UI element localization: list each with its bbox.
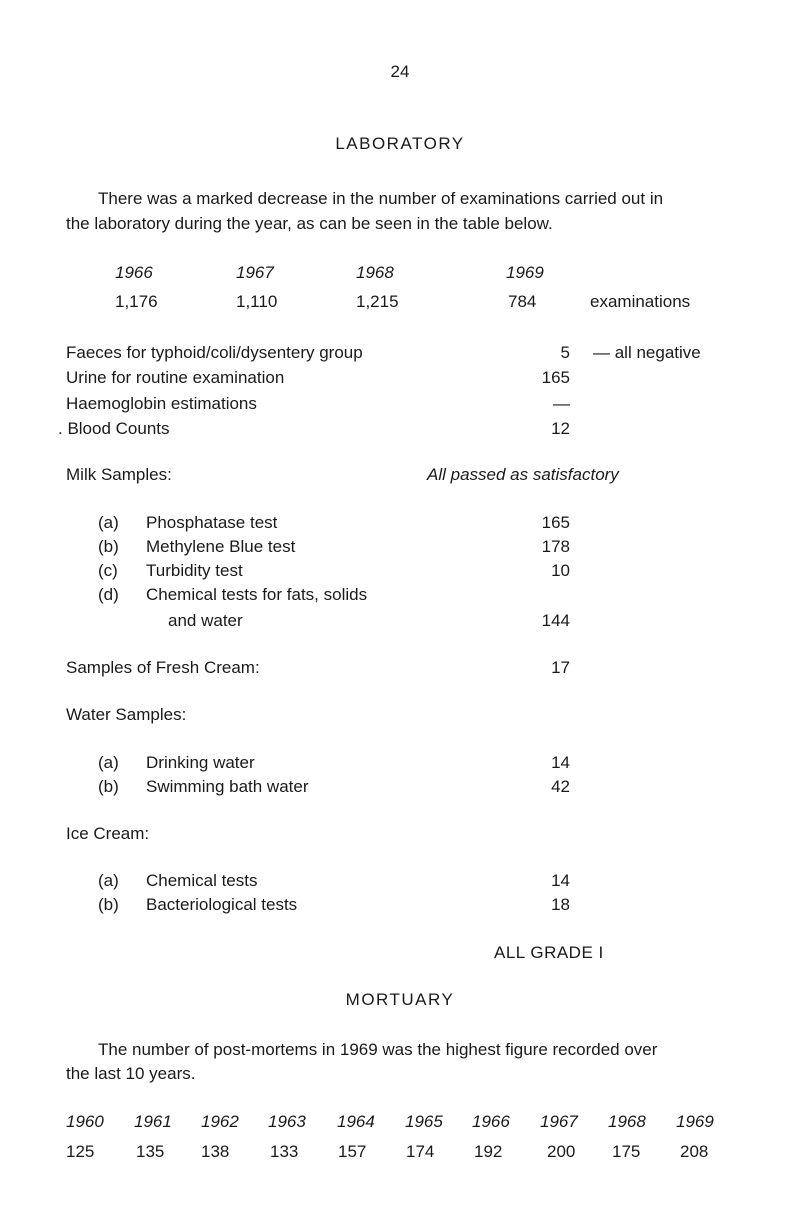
mortuary-count: 174 xyxy=(406,1142,435,1161)
milk-item-label: Methylene Blue test xyxy=(146,537,296,556)
water-item-label: Drinking water xyxy=(146,753,255,772)
milk-item-label-cont: and water xyxy=(168,611,243,630)
lab-year-1967: 1967 xyxy=(236,263,274,282)
mortuary-year: 1963 xyxy=(268,1112,306,1131)
lab-year-1969: 1969 xyxy=(506,263,544,282)
lab-year-1968: 1968 xyxy=(356,263,394,282)
milk-item-value: 10 xyxy=(551,561,570,580)
ice-cream-item-value: 18 xyxy=(551,895,570,914)
lab-year-1966: 1966 xyxy=(115,263,153,282)
mortuary-count: 133 xyxy=(270,1142,299,1161)
laboratory-intro-line1: There was a marked decrease in the number of examinations carried out in xyxy=(98,189,664,208)
mortuary-year: 1968 xyxy=(608,1112,646,1131)
milk-item-value: 144 xyxy=(541,611,570,630)
ice-cream-item-value: 14 xyxy=(551,871,570,890)
mortuary-year: 1966 xyxy=(472,1112,510,1131)
lab-count-1968: 1,215 xyxy=(356,292,399,311)
milk-item-label: Chemical tests for fats, solids xyxy=(146,585,368,604)
test-value: 5 xyxy=(560,343,570,362)
mortuary-count: 208 xyxy=(680,1142,709,1161)
lab-count-1967: 1,110 xyxy=(236,292,278,311)
test-label: Urine for routine examination xyxy=(66,368,285,387)
mortuary-text-line2: the last 10 years. xyxy=(66,1064,196,1083)
milk-heading: Milk Samples: xyxy=(66,465,172,484)
water-item-value: 14 xyxy=(551,753,570,772)
mortuary-year: 1964 xyxy=(337,1112,375,1131)
milk-item-value: 178 xyxy=(541,537,570,556)
test-value: 12 xyxy=(551,419,570,438)
ice-cream-item-label: Bacteriological tests xyxy=(146,895,298,914)
laboratory-intro-line2: the laboratory during the year, as can be seen in the table below. xyxy=(66,214,553,233)
mortuary-year: 1962 xyxy=(201,1112,239,1131)
test-label: Haemoglobin estimations xyxy=(66,394,257,413)
ice-cream-item-letter: (a) xyxy=(98,871,119,890)
mortuary-year: 1969 xyxy=(676,1112,714,1131)
lab-count-1966: 1,176 xyxy=(115,292,158,311)
test-label: Faeces for typhoid/coli/dysentery group xyxy=(66,343,363,362)
ice-cream-item-label: Chemical tests xyxy=(146,871,258,890)
mortuary-count: 200 xyxy=(547,1142,576,1161)
cream-heading: Samples of Fresh Cream: xyxy=(66,658,260,677)
mortuary-count: 192 xyxy=(474,1142,503,1161)
milk-item-value: 165 xyxy=(541,513,570,532)
mortuary-count: 135 xyxy=(136,1142,165,1161)
test-note: — all negative xyxy=(593,343,701,362)
water-item-value: 42 xyxy=(551,777,570,796)
water-item-letter: (a) xyxy=(98,753,119,772)
test-value: 165 xyxy=(541,368,570,387)
lab-count-1969: 784 xyxy=(508,292,537,311)
page-number: 24 xyxy=(390,62,410,81)
mortuary-title: MORTUARY xyxy=(345,990,455,1009)
ice-cream-item-letter: (b) xyxy=(98,895,119,914)
milk-item-letter: (a) xyxy=(98,513,119,532)
milk-item-letter: (b) xyxy=(98,537,119,556)
mortuary-year: 1967 xyxy=(540,1112,578,1131)
laboratory-title: LABORATORY xyxy=(335,134,465,153)
mortuary-year: 1965 xyxy=(405,1112,443,1131)
water-item-letter: (b) xyxy=(98,777,119,796)
water-heading: Water Samples: xyxy=(66,705,187,724)
water-item-label: Swimming bath water xyxy=(146,777,309,796)
mortuary-count: 138 xyxy=(201,1142,230,1161)
mortuary-year: 1960 xyxy=(66,1112,104,1131)
mortuary-year: 1961 xyxy=(134,1112,172,1131)
mortuary-text-line1: The number of post-mortems in 1969 was the highest figure recorded over xyxy=(98,1040,658,1059)
lab-count-unit: examinations xyxy=(590,292,691,311)
milk-item-letter: (c) xyxy=(98,561,118,580)
milk-item-label: Phosphatase test xyxy=(146,513,278,532)
test-label: . Blood Counts xyxy=(58,419,170,438)
mortuary-count: 125 xyxy=(66,1142,95,1161)
milk-item-letter: (d) xyxy=(98,585,119,604)
test-value: — xyxy=(553,394,570,413)
cream-value: 17 xyxy=(551,658,570,677)
milk-item-label: Turbidity test xyxy=(146,561,243,580)
milk-status: All passed as satisfactory xyxy=(427,465,619,484)
ice-cream-grade: ALL GRADE I xyxy=(494,943,604,962)
ice-cream-heading: Ice Cream: xyxy=(66,824,150,843)
mortuary-count: 157 xyxy=(338,1142,367,1161)
mortuary-count: 175 xyxy=(612,1142,641,1161)
